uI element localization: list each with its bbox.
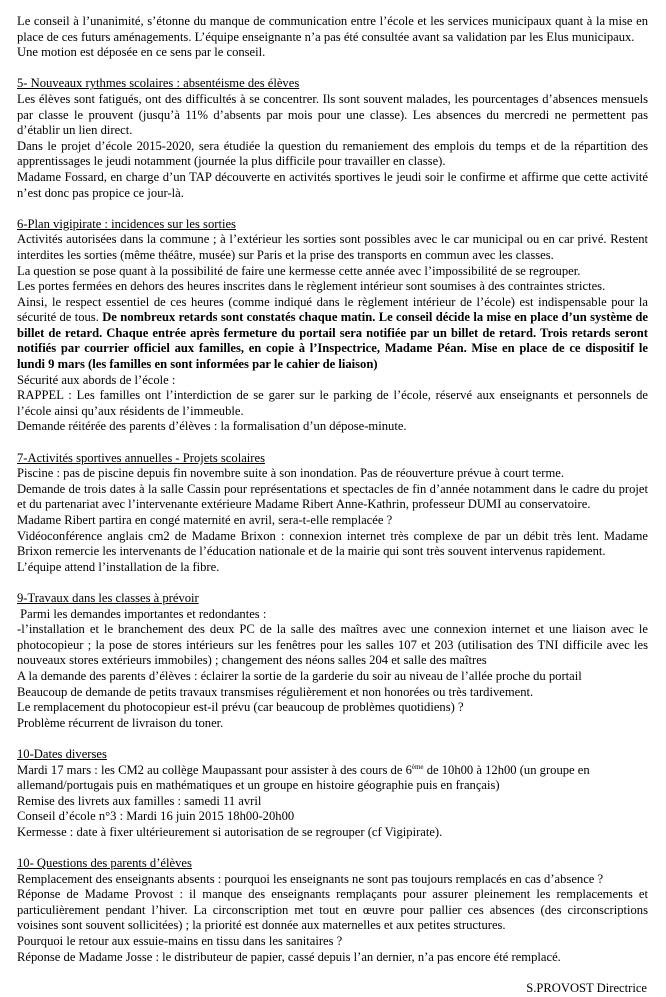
section-7-paragraph: Piscine : pas de piscine depuis fin novembre suite à son inondation. Pas de réouverture prévue à court terme. [17,466,564,481]
section-10-paragraph: Conseil d’école n°3 : Mardi 16 juin 2015 18h00-20h00 [17,809,295,824]
section-5-paragraph: Madame Fossard, en charge d’un TAP découverte en activités sportives le jeudi soir le confirme et affirme que cette activité n’est donc pas propice ce jour-là. [17,169,648,200]
section-9-paragraph: A la demande des parents d’élèves : éclairer la sortie de la garderie du soir au niveau de l’allée proche du portail [17,668,582,683]
section-9-paragraph: Beaucoup de demande de petits travaux transmises régulièrement et non honorées ou très tardivement. [17,684,534,699]
section-6-paragraph: La question se pose quant à la possibilité de faire une kermesse cette année avec l’impossibilité de se regrouper. [17,263,581,278]
section-6-paragraph: Demande réitérée des parents d’élèves : la formalisation d’un dépose-minute. [17,419,407,434]
section-7-heading: 7-Activités sportives annuelles - Projets scolaires [17,450,265,465]
date-line-text: Mardi 17 mars : les CM2 au collège Maupassant pour assister à des cours de 6 [17,762,412,777]
section-10-questions [17,856,648,965]
section-10-dates [17,747,648,841]
section-6-bold-decision: De nombreux retards sont constatés chaque matin. Le conseil décide la mise en place d’un système de billet de retard. Chaque entrée après fermeture du portail sera notifiée par un billet de retard. Trois retards seront notifiés par courrier officiel aux familles, en copie à l’Inspectrice, Madame Péan. Mise en place de ce dispositif le lundi 9 mars (les familles en sont informées par le cahier de liaison) [17,310,648,372]
section-10-questions-paragraph: Réponse de Madame Provost : il manque des enseignants remplaçants pour assurer pleinement les remplacements et particulièrement pendant l’hiver. La circonscription met tout en œuvre pour pallier ces absences (des circonscriptions voisines sont souvent sollicitées) ; la priorité est donnée aux maternelles et aux petites structures. [17,887,648,933]
section-10-paragraph: Remise des livrets aux familles : samedi 11 avril [17,793,262,808]
section-7-paragraph: L’équipe attend l’installation de la fibre. [17,559,220,574]
signature: S.PROVOST Directrice [526,981,647,996]
section-9-heading: 9-Travaux dans les classes à prévoir [17,590,199,605]
section-7-paragraph: Demande de trois dates à la salle Cassin pour représentations et spectacles de fin d’année notamment dans le cadre du projet et du partenariat avec l’intervenante extérieure Madame Ribert Anne-Kathrin, professeur DUMI au conservatoire. [17,481,648,512]
section-10-questions-heading: 10- Questions des parents d’élèves [17,856,192,871]
section-5-heading: 5- Nouveaux rythmes scolaires : absentéisme des élèves [17,76,300,91]
section-6-mixed-paragraph [17,295,648,373]
section-6 [17,217,648,435]
intro-paragraph: Le conseil à l’unanimité, s’étonne du manque de communication entre l’école et les services municipaux quant à la mise en place de ces futurs aménagements. L’équipe enseignante n’a pas été consultée avant sa validation par les Elus municipaux. [17,14,648,44]
intro-motion: Une motion est déposée en ce sens par le conseil. [17,45,266,60]
section-5-paragraph: Dans le projet d’école 2015-2020, sera étudiée la question du remaniement des emplois du temps et de la répartition des apprentissages le jeudi notamment (journée la plus difficile pour travailler en classe). [17,138,648,169]
date-line-superscript: ème [411,762,424,771]
section-7-paragraph: Madame Ribert partira en congé maternité en avril, sera-t-elle remplacée ? [17,513,393,527]
section-10-date-line-2: allemand/portugais puis en mathématiques et un groupe en histoire géographie puis en français) [17,778,500,793]
section-5 [17,76,648,201]
section-10-questions-paragraph: Réponse de Madame Josse : le distributeur de papier, cassé depuis l’an dernier, n’a pas encore été remplacé. [17,949,561,964]
section-5-paragraph: Les élèves sont fatigués, ont des difficultés à se concentrer. Ils sont souvent malades, les pourcentages d’absences mensuels par classe le prouvent (jusqu’à 11% d’absents par mois pour une classe). Les absences du mercredi ne permettent pas d’établir un lien direct. [17,91,648,138]
section-6-paragraph: Sécurité aux abords de l’école : [17,372,176,387]
section-7 [17,451,648,576]
section-6-paragraph: Activités autorisées dans la commune ; à l’extérieur les sorties sont possibles avec le car municipal ou en car privé. Restent interdites les sorties (même théâtre, musée) sur Paris et la prise des transports en commun avec les classes. [17,232,648,262]
section-7-paragraph: Vidéoconférence anglais cm2 de Madame Brixon : connexion internet très complexe de par un débit très lent. Madame Brixon remercie les intervenants de l’éducation nationale et de la mairie qui sont très souvent intervenus rapidement. [17,528,648,559]
section-9-paragraph: Le remplacement du photocopieur est-il prévu (car beaucoup de problèmes quotidiens) ? [17,700,464,715]
section-9 [17,591,648,731]
date-line-text-after: de 10h00 à 12h00 (un groupe en [423,762,590,777]
section-6-paragraph: Les portes fermées en dehors des heures inscrites dans le règlement intérieur sont soumises à des contraintes strictes. [17,279,606,294]
section-9-paragraph: -l’installation et le branchement des deux PC de la salle des maîtres avec une connexion internet et une liaison avec le photocopieur ; la pose de stores intérieurs sur les fenêtres pour les salles 107 et 203 (utilisation des TNI difficile avec les nouveaux stores extérieurs immobiles) ; changement des néons salles 204 et salle des maîtres [17,622,648,668]
section-10-dates-heading: 10-Dates diverses [17,746,107,761]
section-6-heading: 6-Plan vigipirate : incidences sur les sorties [17,216,236,231]
section-10-questions-paragraph: Pourquoi le retour aux essuie-mains en tissu dans les sanitaires ? [17,934,343,949]
section-10-questions-paragraph: Remplacement des enseignants absents : pourquoi les enseignants ne sont pas toujours remplacés en cas d’absence ? [17,871,604,886]
section-10-date-line [17,763,648,779]
section-9-paragraph: Parmi les demandes importantes et redondantes : [17,606,267,621]
section-10-paragraph: Kermesse : date à fixer ultérieurement si autorisation de se regrouper (cf Vigipirate). [17,824,443,839]
section-6-paragraph: RAPPEL : Les familles ont l’interdiction de se garer sur le parking de l’école, réservé aux enseignants et personnels de l’école ainsi qu’aux résidents de l’immeuble. [17,388,648,418]
section-6-normal-text: Ainsi, le respect essentiel de ces heures (comme indiqué dans le règlement intérieur de l’école) est indispensable pour la sécurité de tous. [17,294,648,325]
section-9-paragraph: Problème récurrent de livraison du toner. [17,715,224,730]
intro-block [17,14,648,61]
